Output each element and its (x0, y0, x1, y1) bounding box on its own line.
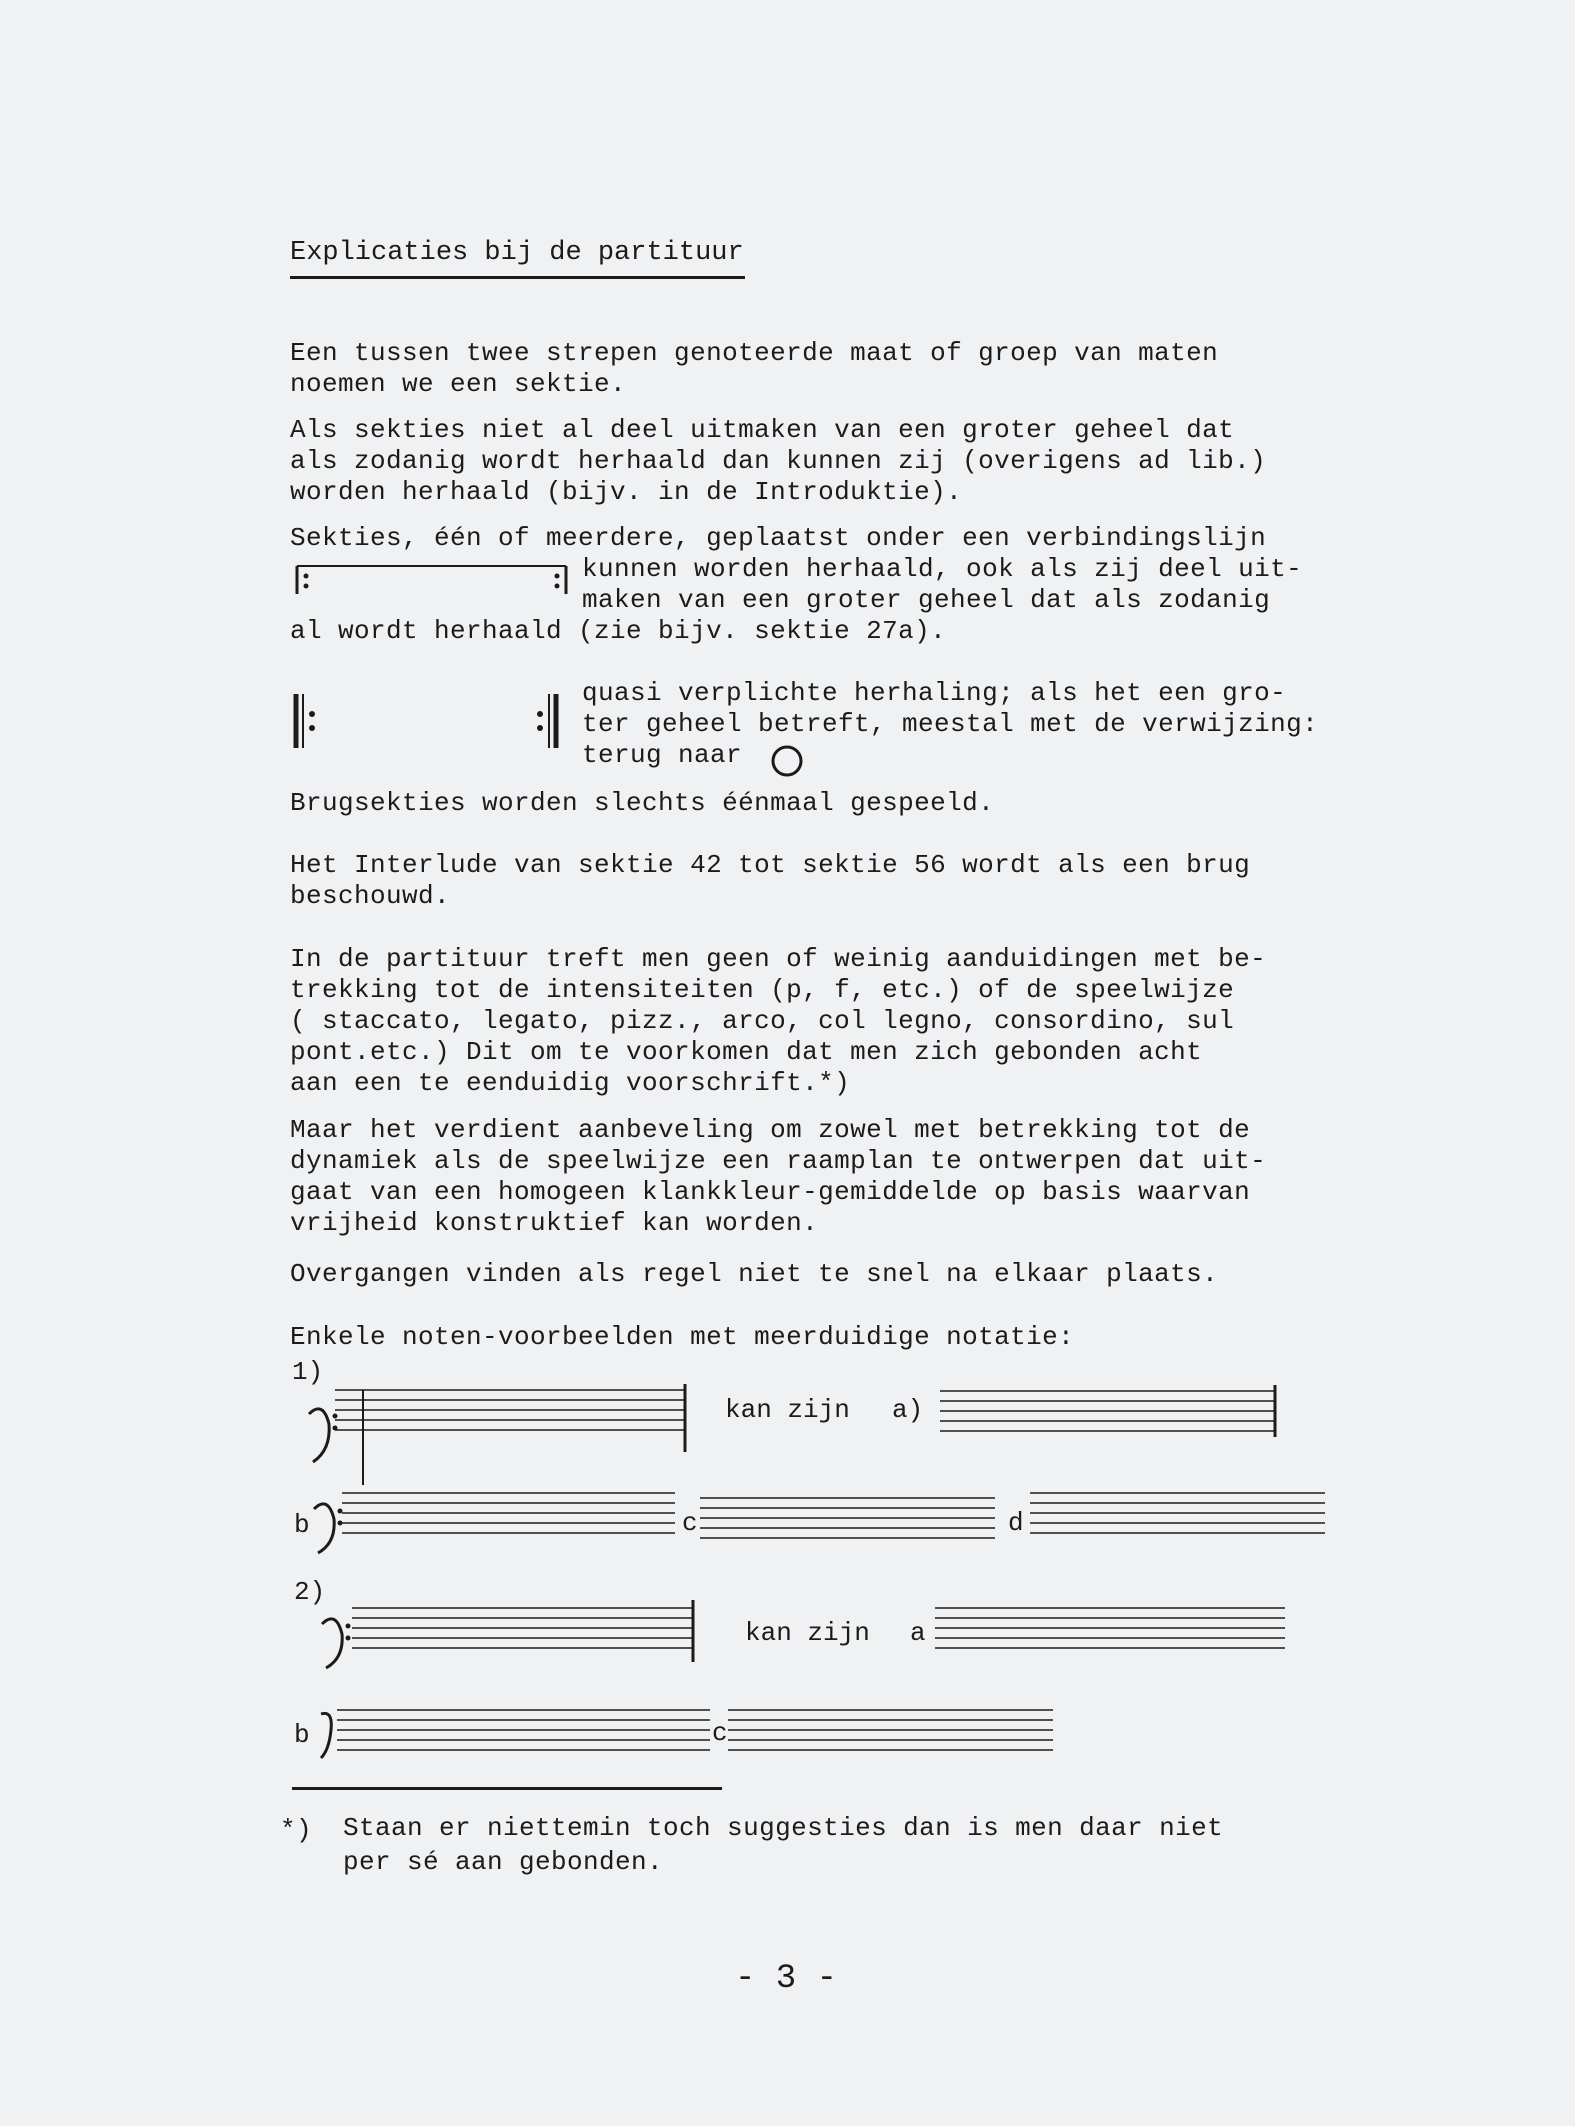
title-underline (290, 276, 745, 279)
para-7-line-1: In de partituur treft men geen of weinig aanduidingen met be- (290, 944, 1267, 974)
para-6-line-1: Het Interlude van sektie 42 tot sektie 56 wordt als een brug (290, 850, 1251, 880)
example-2-label-b: b (294, 1720, 310, 1750)
music-staff-ex1-b (310, 1485, 680, 1555)
para-4-line-1: quasi verplichte herhaling; als het een gro- (582, 678, 1287, 708)
para-8-line-1: Maar het verdient aanbeveling om zowel met betrekking tot de (290, 1115, 1251, 1145)
para-8-line-3: gaat van een homogeen klankkleur-gemiddelde op basis waarvan (290, 1177, 1251, 1207)
repeat-start-symbol (292, 692, 322, 750)
page-title: Explicaties bij de partituur (290, 238, 744, 268)
example-1-label-d: d (1008, 1508, 1024, 1538)
para-2-line-2: als zodanig wordt herhaald dan kunnen zij (overigens ad lib.) (290, 446, 1267, 476)
para-8-line-4: vrijheid konstruktief kan worden. (290, 1208, 819, 1238)
music-staff-ex1-main (305, 1380, 690, 1488)
para-4-line-2: ter geheel betreft, meestal met de verwijzing: (582, 709, 1319, 739)
para-10-line-1: Enkele noten-voorbeelden met meerduidige notatie: (290, 1322, 1075, 1352)
para-7-line-5: aan een te eenduidig voorschrift.*) (290, 1068, 851, 1098)
example-1-label-b: b (294, 1510, 310, 1540)
example-1-label-c: c (682, 1508, 698, 1538)
example-2-label-a: a (910, 1618, 926, 1648)
music-staff-ex2-a (935, 1600, 1290, 1658)
para-3-line-3: maken van een groter geheel dat als zodanig (582, 585, 1271, 615)
para-7-line-4: pont.etc.) Dit om te voorkomen dat men zich gebonden acht (290, 1037, 1203, 1067)
para-5-line-1: Brugsekties worden slechts éénmaal gespeeld. (290, 788, 995, 818)
para-2-line-3: worden herhaald (bijv. in de Introduktie). (290, 477, 963, 507)
para-9-line-1: Overgangen vinden als regel niet te snel na elkaar plaats. (290, 1259, 1219, 1289)
para-4-line-3: terug naar (582, 740, 743, 770)
example-1-label-a: a) (892, 1395, 924, 1425)
repeat-bracket-symbol (294, 562, 574, 598)
para-8-line-2: dynamiek als de speelwijze een raamplan te ontwerpen dat uit- (290, 1146, 1267, 1176)
music-staff-ex1-a (940, 1385, 1280, 1443)
para-3-line-4: al wordt herhaald (zie bijv. sektie 27a). (290, 616, 947, 646)
para-3-line-2: kunnen worden herhaald, ook als zij deel uit- (582, 554, 1303, 584)
para-2-line-1: Als sekties niet al deel uitmaken van een groter geheel dat (290, 415, 1235, 445)
para-3-line-1: Sekties, één of meerdere, geplaatst onder een verbindingslijn (290, 523, 1267, 553)
footnote-separator (292, 1787, 722, 1790)
footnote-line-2: per sé aan gebonden. (343, 1847, 664, 1877)
para-1-line-1: Een tussen twee strepen genoteerde maat of groep van maten (290, 338, 1219, 368)
example-2-number: 2) (294, 1577, 326, 1607)
example-2-label-c: c (712, 1718, 728, 1748)
music-staff-ex1-d (1030, 1485, 1330, 1543)
para-6-line-2: beschouwd. (290, 881, 451, 911)
music-staff-ex2-main (318, 1600, 698, 1670)
para-7-line-2: trekking tot de intensiteiten (p, f, etc.) of de speelwijze (290, 975, 1235, 1005)
music-staff-ex2-b (315, 1700, 715, 1762)
para-1-line-2: noemen we een sektie. (290, 369, 627, 399)
footnote-line-1: Staan er niettemin toch suggesties dan is men daar niet (343, 1813, 1224, 1843)
example-2-kan-zijn: kan zijn (745, 1618, 870, 1648)
para-7-line-3: ( staccato, legato, pizz., arco, col legno, consordino, sul (290, 1006, 1235, 1036)
music-staff-ex1-c (700, 1490, 1000, 1548)
example-1-number: 1) (292, 1357, 324, 1387)
page-number: - 3 - (735, 1960, 838, 1998)
footnote-marker: *) (280, 1815, 313, 1845)
circle-symbol (770, 744, 806, 780)
example-1-kan-zijn: kan zijn (725, 1395, 850, 1425)
music-staff-ex2-c (728, 1700, 1058, 1762)
repeat-end-symbol (535, 692, 565, 750)
